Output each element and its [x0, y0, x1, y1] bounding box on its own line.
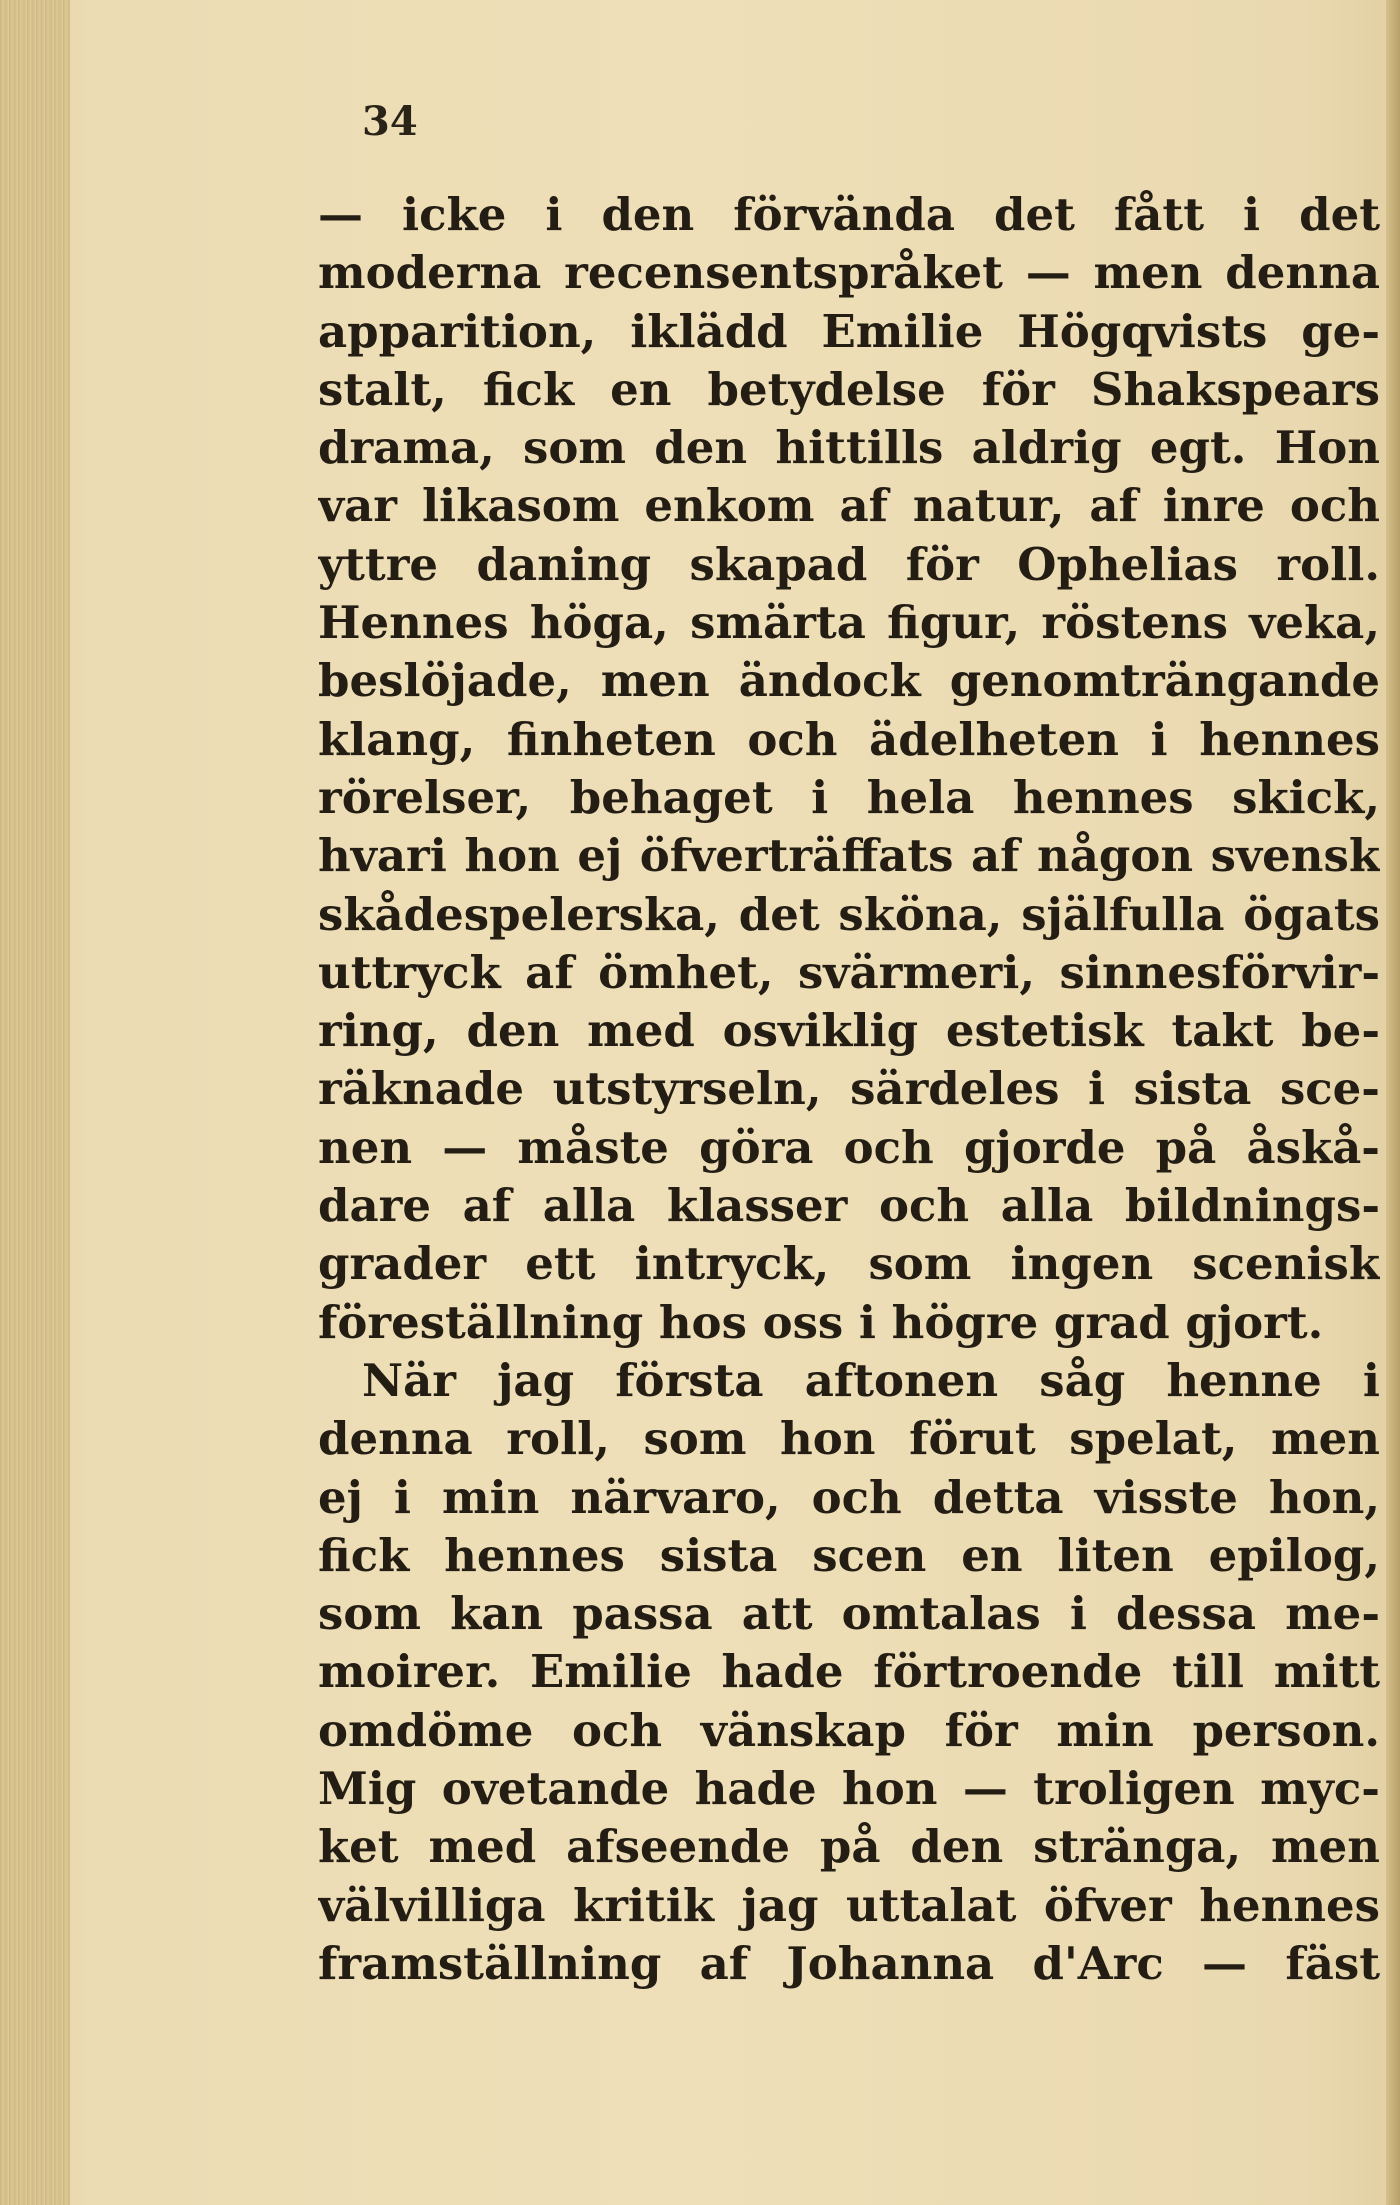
- text-line: När jag första aftonen såg henne i: [362, 1353, 1380, 1407]
- text-line: stalt, fick en betydelse för Shakspears: [318, 362, 1380, 416]
- text-line: — icke i den förvända det fått i det: [318, 188, 1380, 241]
- text-line: nen — måste göra och gjorde på åskå-: [318, 1120, 1380, 1174]
- text-line: fick hennes sista scen en liten epilog,: [318, 1528, 1380, 1582]
- text-line: ket med afseende på den stränga, men: [318, 1820, 1380, 1874]
- text-line: räknade utstyrseln, särdeles i sista sce-: [318, 1062, 1380, 1116]
- text-line: Mig ovetande hade hon — troligen myc-: [318, 1762, 1380, 1816]
- text-line: hvari hon ej öfverträffats af någon svensk: [318, 829, 1380, 883]
- text-line: välvilliga kritik jag uttalat öfver hennes: [318, 1878, 1380, 1932]
- text-line: föreställning hos oss i högre grad gjort.: [318, 1295, 1324, 1349]
- text-line: moirer. Emilie hade förtroende till mitt: [318, 1645, 1380, 1699]
- text-line: omdöme och vänskap för min person.: [318, 1703, 1380, 1757]
- text-line: rörelser, behaget i hela hennes skick,: [318, 770, 1380, 824]
- text-line: yttre daning skapad för Ophelias roll.: [318, 537, 1380, 591]
- page-edge: [1386, 0, 1400, 2205]
- text-line: Hennes höga, smärta figur, röstens veka,: [318, 596, 1380, 650]
- text-line: dare af alla klasser och alla bildnings-: [318, 1179, 1380, 1233]
- text-line: var likasom enkom af natur, af inre och: [318, 479, 1380, 533]
- page-number: 34: [362, 98, 418, 145]
- text-line: moderna recensentspråket — men denna: [318, 246, 1380, 300]
- text-line: ej i min närvaro, och detta visste hon,: [318, 1470, 1380, 1524]
- text-line: apparition, iklädd Emilie Högqvists ge-: [318, 304, 1380, 358]
- text-line: skådespelerska, det sköna, själfulla ögats: [318, 887, 1380, 941]
- text-line: som kan passa att omtalas i dessa me-: [318, 1587, 1380, 1641]
- text-line: grader ett intryck, som ingen scenisk: [318, 1237, 1380, 1291]
- text-line: klang, finheten och ädelheten i hennes: [318, 712, 1380, 766]
- text-line: denna roll, som hon förut spelat, men: [318, 1412, 1380, 1466]
- text-line: drama, som den hittills aldrig egt. Hon: [318, 421, 1380, 475]
- body-text: [318, 186, 1380, 1993]
- page-gutter: [0, 0, 70, 2205]
- text-line: uttryck af ömhet, svärmeri, sinnesförvir-: [318, 945, 1380, 999]
- text-line: framställning af Johanna d'Arc — fäst: [318, 1936, 1380, 1990]
- text-line: beslöjade, men ändock genomträngande: [318, 654, 1380, 708]
- text-line: ring, den med osviklig estetisk takt be-: [318, 1004, 1380, 1058]
